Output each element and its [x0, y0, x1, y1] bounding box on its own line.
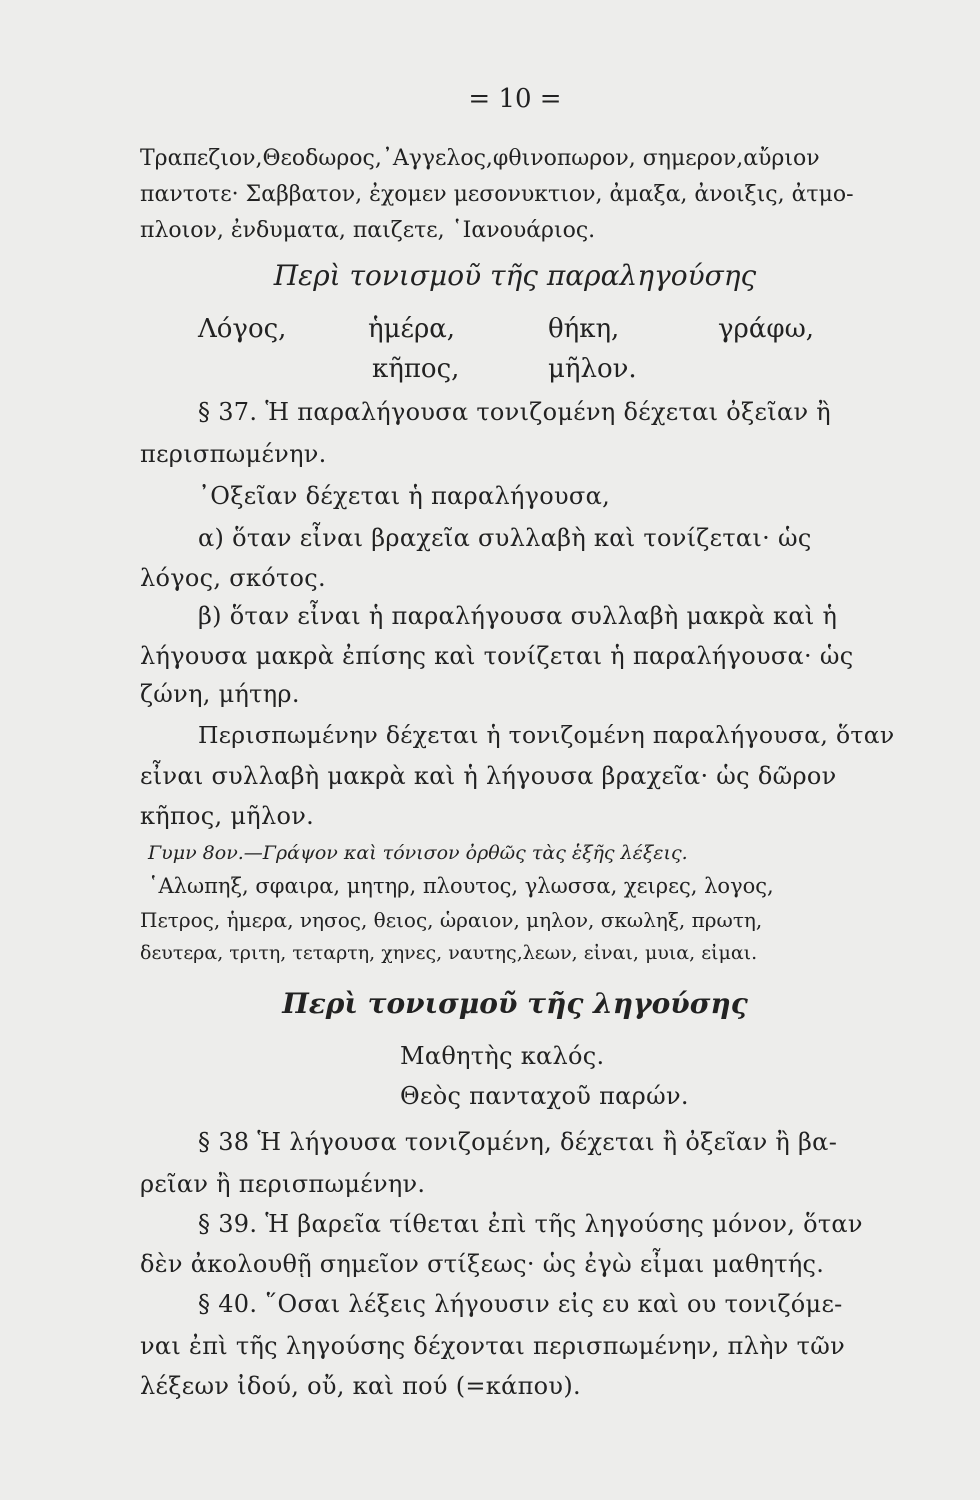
paragraph-40-line-3: λέξεων ἰδού, οὔ, καὶ πού (=κάπου).	[140, 1372, 581, 1400]
paragraph-38-line-1: § 38 Ἡ λήγουσα τονιζομένη, δέχεται ἢ ὀξεῖαν ἢ βα-	[198, 1128, 838, 1156]
exercise1-line-2: παντοτε· Σαββατον, ἐχομεν μεσονυκτιον, ἀμαξα, ἀνοιξις, ἀτμο-	[140, 182, 854, 207]
section-heading-ultimate: Περὶ τονισμοῦ τῆς ληγούσης	[282, 987, 748, 1020]
exercise-label: Γυμν 8ον.—Γράψον καὶ τόνισον ὀρθῶς τὰς ἑξῆς λέξεις.	[148, 842, 688, 864]
oxeia-line-4: β) ὅταν εἶναι ἡ παραλήγουσα συλλαβὴ μακρὰ καὶ ἡ	[198, 602, 838, 630]
example-word-3: θήκη,	[548, 314, 620, 344]
example-sentence-2: Θεὸς πανταχοῦ παρών.	[400, 1082, 689, 1110]
exercise2-line-1: ῾Αλωπηξ, σφαιρα, μητηρ, πλουτος, γλωσσα, χειρες, λογος,	[148, 874, 774, 898]
paragraph-37-line-2: περισπωμένην.	[140, 440, 327, 468]
page-number: = 10 =	[468, 84, 562, 114]
paragraph-39-line-1: § 39. Ἡ βαρεῖα τίθεται ἐπὶ τῆς ληγούσης μόνον, ὅταν	[198, 1210, 863, 1238]
exercise1-line-3: πλοιον, ἐνδυματα, παιζετε, ῾Ιανουάριος.	[140, 218, 596, 243]
perispomeni-line-3: κῆπος, μῆλον.	[140, 802, 315, 830]
paragraph-38-line-2: ρεῖαν ἢ περισπωμένην.	[140, 1170, 426, 1198]
example-word-1: Λόγος,	[198, 314, 287, 344]
perispomeni-line-2: εἶναι συλλαβὴ μακρὰ καὶ ἡ λήγουσα βραχεῖα· ὡς δῶρον	[140, 762, 837, 790]
paragraph-37-line-1: § 37. Ἡ παραλήγουσα τονιζομένη δέχεται ὀξεῖαν ἢ	[198, 398, 831, 426]
example-word-6: μῆλον.	[548, 354, 637, 384]
example-word-5: κῆπος,	[372, 354, 460, 384]
section-heading-penultimate: Περὶ τονισμοῦ τῆς παραληγούσης	[273, 259, 757, 292]
exercise2-line-2: Πετρος, ἡμερα, νησος, θειος, ὡραιον, μηλον, σκωληξ, πρωτη,	[140, 908, 763, 932]
oxeia-line-2: α) ὅταν εἶναι βραχεῖα συλλαβὴ καὶ τονίζεται· ὡς	[198, 524, 812, 552]
example-word-4: γράφω,	[718, 314, 815, 344]
oxeia-line-6: ζώνη, μήτηρ.	[140, 680, 300, 708]
paragraph-39-line-2: δὲν ἀκολουθῇ σημεῖον στίξεως· ὡς ἐγὼ εἶμαι μαθητής.	[140, 1250, 825, 1278]
paragraph-40-line-2: ναι ἐπὶ τῆς ληγούσης δέχονται περισπωμένην, πλὴν τῶν	[140, 1332, 845, 1360]
paragraph-40-line-1: § 40. ῞Οσαι λέξεις λήγουσιν εἰς ευ καὶ ου τονιζόμε-	[198, 1290, 843, 1318]
perispomeni-line-1: Περισπωμένην δέχεται ἡ τονιζομένη παραλήγουσα, ὅταν	[198, 721, 895, 749]
oxeia-line-5: λήγουσα μακρὰ ἐπίσης καὶ τονίζεται ἡ παραλήγουσα· ὡς	[140, 642, 854, 670]
exercise1-line-1: Τραπεζιον,Θεοδωρος,᾿Αγγελος,φθινοπωρον, σημερον,αὔριον	[140, 146, 820, 171]
oxeia-line-3: λόγος, σκότος.	[140, 564, 326, 592]
example-word-2: ἡμέρα,	[368, 314, 456, 344]
example-sentence-1: Μαθητὴς καλός.	[400, 1042, 605, 1070]
exercise2-line-3: δευτερα, τριτη, τεταρτη, χηνες, ναυτης,λεων, εἰναι, μυια, εἰμαι.	[140, 942, 758, 964]
oxeia-line-1: ᾿Οξεῖαν δέχεται ἡ παραλήγουσα,	[198, 482, 611, 510]
